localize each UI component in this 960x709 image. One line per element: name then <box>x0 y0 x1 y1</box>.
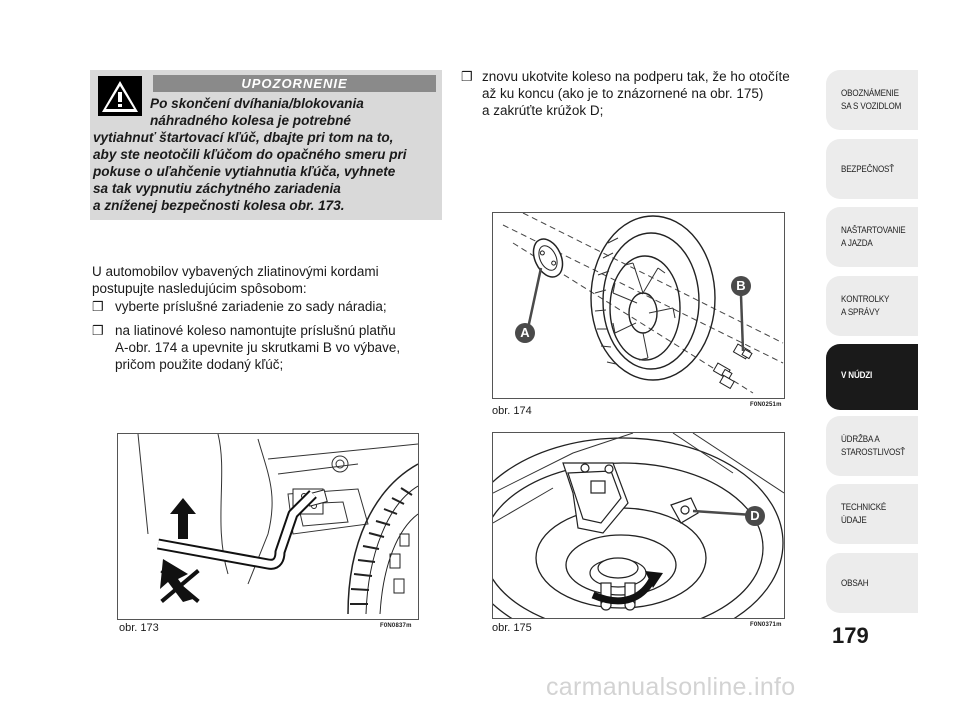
tab-obsah[interactable] <box>826 553 918 613</box>
tab-label: KONTROLKY <box>841 294 890 305</box>
bullet-text: vyberte príslušné zariadenie zo sady náradia; <box>115 299 387 314</box>
bullet-text: až ku koncu (ako je to znázornené na obr. 175) <box>482 86 764 101</box>
tab-label: NAŠTARTOVANIE <box>841 225 906 236</box>
warning-line: pokuse o uľahčenie vytiahnutia kľúča, vyhnete <box>93 164 396 179</box>
label-d: D <box>750 508 760 523</box>
tab-technicke[interactable] <box>826 484 918 544</box>
figure-174 <box>492 212 785 399</box>
jack-wrench-illustration <box>118 434 418 619</box>
figure-caption: obr. 173 <box>119 622 159 634</box>
tab-label: STAROSTLIVOSŤ <box>841 447 906 458</box>
tab-label: A JAZDA <box>841 238 873 249</box>
figure-caption: obr. 174 <box>492 405 532 417</box>
bullet-icon: ❒ <box>92 323 104 338</box>
bullet-icon: ❒ <box>92 299 104 314</box>
warning-line: sa tak vypnutiu záchytného zariadenia <box>93 181 341 196</box>
tab-oboznamenie[interactable] <box>826 70 918 130</box>
tab-label: SA S VOZIDLOM <box>841 101 902 112</box>
bullet-text: a zakrúťte krúžok D; <box>482 103 604 118</box>
figure-173 <box>117 433 419 620</box>
tab-label: ÚDAJE <box>841 515 867 526</box>
bullet-text: A-obr. 174 a upevnite ju skrutkami B vo výbave, <box>115 340 401 355</box>
bullet-text: pričom použite dodaný kľúč; <box>115 357 284 372</box>
warning-line: Po skončení dvíhania/blokovania <box>150 96 364 111</box>
figure-code: F0N0251m <box>750 402 782 408</box>
warning-line: a zníženej bezpečnosti kolesa obr. 173. <box>93 198 345 213</box>
warning-line: náhradného kolesa je potrebné <box>150 113 351 128</box>
tab-label: OBSAH <box>841 578 869 589</box>
warning-title: UPOZORNENIE <box>153 75 436 92</box>
tab-label: OBOZNÁMENIE <box>841 88 899 99</box>
figure-code: F0N0371m <box>750 622 782 628</box>
warning-triangle-icon <box>98 76 142 116</box>
warning-line: vytiahnuť štartovací kľúč, dbajte pri tom na to, <box>93 130 394 145</box>
intro-line: U automobilov vybavených zliatinovými kordami <box>92 264 379 279</box>
label-b: B <box>736 278 746 293</box>
page-number: 179 <box>832 623 869 648</box>
tab-label: ÚDRŽBA A <box>841 434 880 445</box>
label-a: A <box>520 325 530 340</box>
figure-175 <box>492 432 785 619</box>
intro-line: postupujte nasledujúcim spôsobom: <box>92 281 307 296</box>
tab-udrzba[interactable] <box>826 416 918 476</box>
spare-wheel-ring-illustration <box>493 433 784 618</box>
tab-label: BEZPEČNOSŤ <box>841 164 895 175</box>
tab-v-nudzi[interactable] <box>826 344 918 410</box>
tab-kontrolky[interactable] <box>826 276 918 336</box>
tab-label: TECHNICKÉ <box>841 502 887 513</box>
figure-caption: obr. 175 <box>492 622 532 634</box>
warning-box <box>90 70 442 220</box>
bullet-text: znovu ukotvite koleso na podperu tak, že ho otočíte <box>482 69 790 84</box>
tab-bezpecnost[interactable] <box>826 139 918 199</box>
tab-nastartovanie[interactable] <box>826 207 918 267</box>
figure-code: F0N0837m <box>380 623 412 629</box>
tab-label: V NÚDZI <box>841 370 873 381</box>
alloy-wheel-plate-illustration <box>493 213 784 398</box>
tab-label: A SPRÁVY <box>841 307 880 318</box>
watermark: carmanualsonline.info <box>546 673 796 701</box>
warning-line: aby ste neotočili kľúčom do opačného smeru pri <box>93 147 407 162</box>
bullet-text: na liatinové koleso namontujte príslušnú platňu <box>115 323 396 338</box>
bullet-icon: ❒ <box>461 69 473 84</box>
